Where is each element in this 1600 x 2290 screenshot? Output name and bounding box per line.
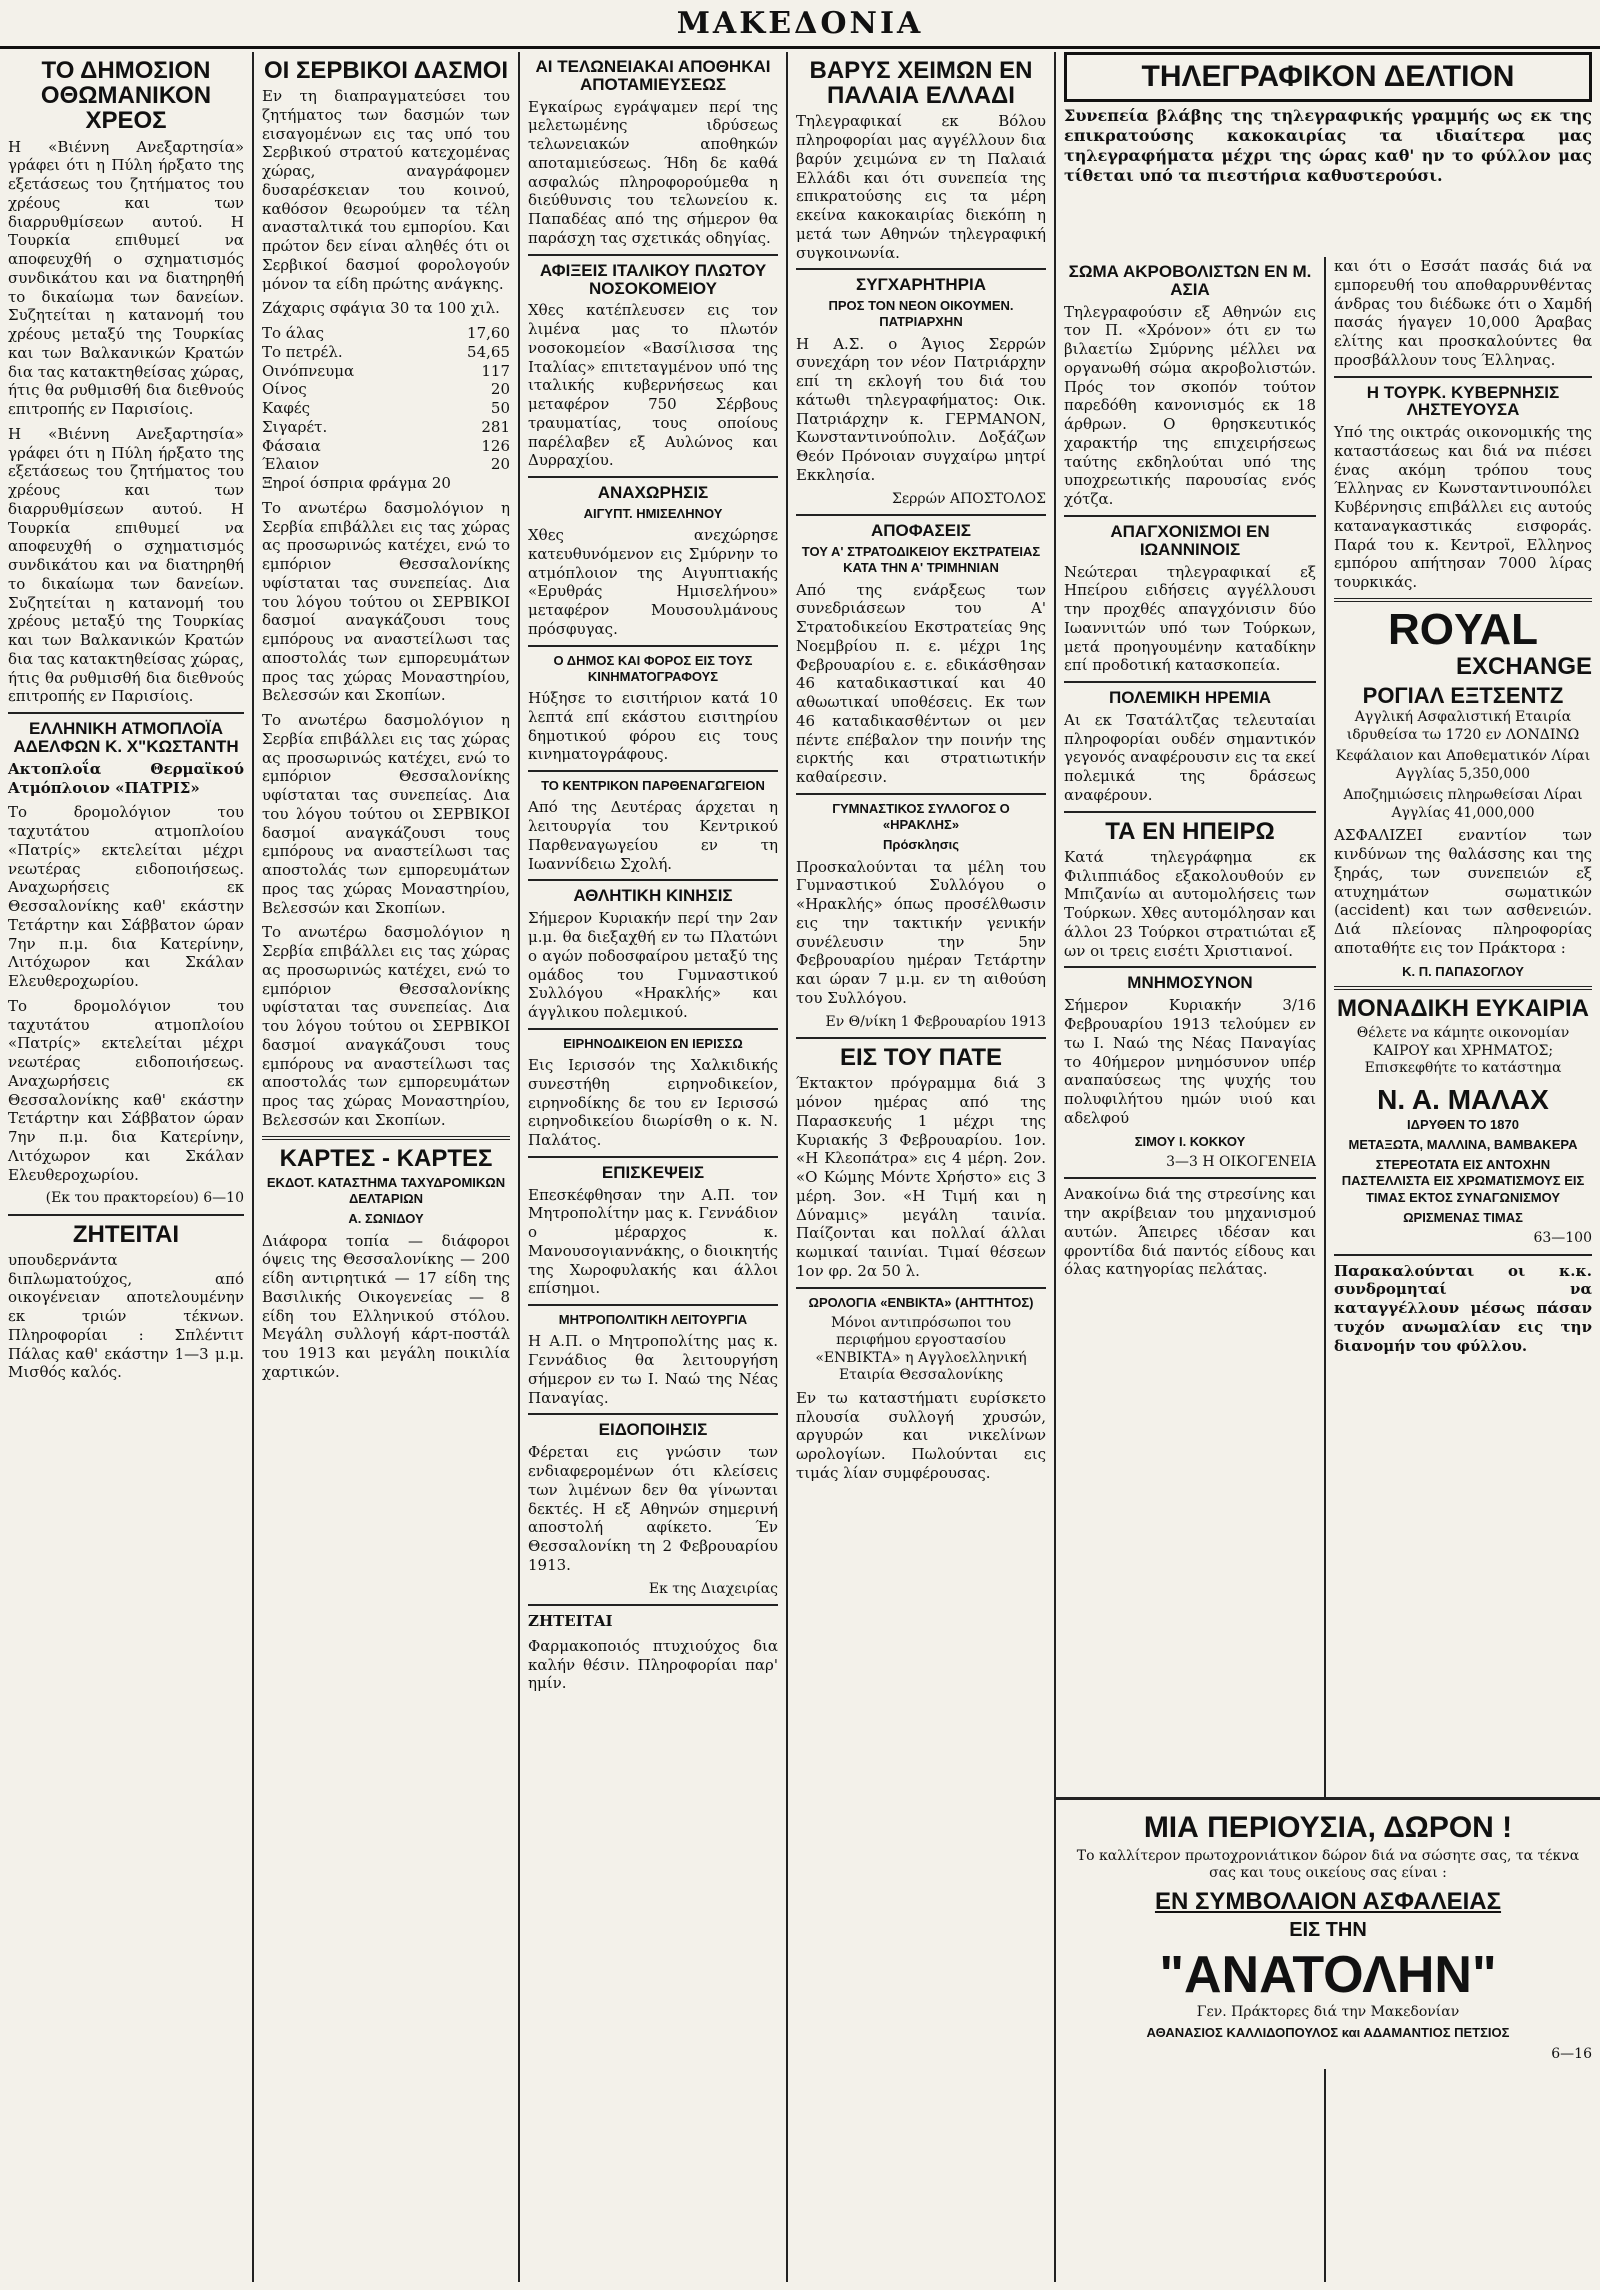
price-row: Έλαιον 20 [262, 455, 510, 474]
ad-royal-agent: Κ. Π. ΠΑΠΑΣΟΓΛΟΥ [1402, 963, 1524, 979]
article-title-girls-school: ΤΟ ΚΕΝΤΡΙΚΟΝ ΠΑΡΘΕΝΑΓΩΓΕΙΟΝ [541, 778, 765, 794]
ad-royal-sub: Αγγλική Ασφαλιστική Εταιρία ιδρυθείσα τω 1720 εν ΛΟΝΔΙΝΩ [1346, 709, 1580, 743]
article-title-visits: ΕΠΙΣΚΕΨΕΙΣ [601, 1162, 705, 1182]
article-title-memorial: ΜΝΗΜΟΣΥΝΟΝ [1127, 973, 1253, 993]
article-title-public-debt: ΤΟ ΔΗΜΟΣΙΟΝ ΟΘΩΜΑΝΙΚΟΝ ΧΡΕΟΣ [40, 57, 212, 135]
masthead [0, 0, 1600, 49]
article-signature-gym-club: Εν Θ/νίκη 1 Φεβρουαρίου 1913 [825, 1013, 1046, 1030]
ad-name-malach: Ν. Α. ΜΑΛΑΧ [1377, 1083, 1549, 1115]
article-text-hospital-ship: Χθες κατέπλευσεν εις τον λιμένα μας το πλωτόν νοσοκομείον «Βασίλισσα της Ιταλίας» επιτεταγμένον υπό της ιταλικής κυβερνήσεως και μεταφέρον 750 Σέρβους τραυματίας, τους οποίους παρέλαβεν εξ Αυλώνος και Δυρραχίου. [528, 301, 778, 470]
article-signature-steamship: (Εκ του πρακτορείου) 6—10 [45, 1190, 244, 1207]
ad-anatoli-policy: ΕΝ ΣΥΜΒΟΛΑΙΟΝ ΑΣΦΑΛΕΙΑΣ [1154, 1887, 1502, 1915]
divider [1334, 376, 1592, 378]
article-title-turkish-government: Η ΤΟΥΡΚ. ΚΥΒΕΡΝΗΣΙΣ ΛΗΣΤΕΥΟΥΣΑ [1366, 382, 1560, 420]
article-title-court: ΕΙΡΗΝΟΔΙΚΕΙΟΝ ΕΝ ΙΕΡΙΣΣΩ [563, 1035, 743, 1051]
article-text-memorial: Σήμερον Κυριακήν 3/16 Φεβρουαρίου 1913 τελούμεν εν τω Ι. Ναώ της Νέας Παναγίας το 40ήμερον μνημόσυνον υπέρ αναπαύσεως της ψυχής του πολυφιλήτου ημών υιού και αδελφού [1064, 996, 1316, 1127]
ad-anatoli-company: "ΑΝΑΤΟΛΗΝ" [1159, 1945, 1497, 2004]
divider [528, 770, 778, 772]
divider [528, 1028, 778, 1030]
article-text-essad: και ότι ο Εσσάτ πασάς διά να εμπορευθή του αποθαρρυνθέντας άνδρας του διέδωκε ότι ο Χαμδή πασάς ήγαγεν 10,000 Άραβας ελίτης και προσκαλούντες θα προσβάλλουν τους Έλληνας. [1334, 257, 1592, 369]
divider [796, 793, 1046, 795]
ad-year-malach: ΙΔΡΥΘΕΝ ΤΟ 1870 [1407, 1116, 1519, 1132]
price-row: Οινόπνευμα 117 [262, 361, 510, 380]
article-signature-notice: Εκ της Διαχειρίας [648, 1580, 778, 1597]
divider [1064, 681, 1316, 683]
ad-name-cards: Α. ΣΩΝΙΔΟΥ [348, 1211, 424, 1227]
ad-royal-brand: ROYAL [1388, 604, 1538, 654]
ad-anatoli-at: ΕΙΣ ΤΗΝ [1289, 1918, 1367, 1941]
price-row: Το άλας 17,60 [262, 324, 510, 343]
divider [796, 268, 1046, 270]
price-row: Καφές 50 [262, 399, 510, 418]
ad-royal-greek: ΡΟΓΙΑΛ ΕΞΤΣΕΝΤΖ [1362, 682, 1564, 708]
ad-anatoli-signature: 6—16 [1551, 2045, 1592, 2062]
article-text-public-debt: Η «Βιέννη Ανεξαρτησία» γράφει ότι η Πύλη ήρξατο της εξετάσεως του ζητήματος του χρέους και των διαρρυθμίσεων αυτού. Η Τουρκία επιθυμεί να αποφευχθή ο σχηματισμός συνδικάτου και να διατηρηθή το δικαίωμα των δανείων. Συζητείται η κατανομή του χρέους μεταξύ της Τουρκίας και των Βαλκανικών Κρατών δια τας κατακτηθείσας χώρας, ήτις θα ρυθμισθή δια διεθνούς επιτροπής εν Παρισίοις. [8, 424, 244, 706]
article-title-pathe: ΕΙΣ ΤΟΥ ΠΑΤΕ [840, 1044, 1002, 1072]
ad-subtitle-watches: Μόνοι αντιπρόσωποι του περιφήμου εργοστασίου «ΕΝΒΙΚΤΑ» η Αγγλοελληνική Εταιρία Θεσσαλονίκης [815, 1314, 1027, 1384]
article-title-congratulations: ΣΥΓΧΑΡΗΤΗΡΙΑ [856, 275, 986, 295]
telegraph-bulletin-text: Συνεπεία βλάβης της τηλεγραφικής γραμμής ως εκ της επικρατούσης κακοκαιρίας τα ιδιαίτερα μας τηλεγραφήματα μέχρι της ώρας καθ' ην το φύλλον μας τίθεται υπό τα πιεστήρια καθυστερούσι. [1064, 105, 1592, 185]
article-title-court-decisions: ΑΠΟΦΑΣΕΙΣ [870, 521, 972, 541]
prices-intro: Ζάχαρις σφάγια 30 τα 100 χιλ. [262, 299, 500, 318]
divider [1334, 1254, 1592, 1256]
column-4 [788, 52, 1056, 2282]
ad-title-pharmacist: ΖΗΤΕΙΤΑΙ [528, 1612, 613, 1630]
article-title-steamship: ΕΛΛΗΝΙΚΗ ΑΤΜΟΠΛΟΪΑ ΑΔΕΛΦΩΝ Κ. Χ"ΚΩΣΤΑΝΤΗ [13, 719, 239, 756]
article-name-memorial: ΣΙΜΟΥ Ι. ΚΟΚΚΟΥ [1134, 1133, 1246, 1149]
ad-prices-malach: ΩΡΙΣΜΕΝΑΣ ΤΙΜΑΣ [1403, 1209, 1523, 1225]
article-text-steamship: Το δρομολόγιον του ταχυτάτου ατμοπλοίου «Πατρίς» εκτελείται μέχρι νεωτέρας ειδοποιήσεως. Αναχωρήσεις εκ Θεσσαλονίκης καθ' εκάστην Τετάρτην και Σάββατον ώραν 7ην π.μ. δια Κατερίνην, Λιτόχωρον και Σκάλαν Ελευθεροχωρίου. [8, 803, 244, 990]
article-text-congratulations: Η Α.Σ. ο Άγιος Σερρών συνεχάρη τον νέον Πατριάρχην επί τη εκλογή του διά του κάτωθι τηλεγραφήματος: Οικ. Πατριάρχην κ. ΓΕΡΜΑΝΟΝ, Κωνσταντινούπολιν. Δοξάζων Θεόν Πρόνοιαν συγχαίρω μητρί Εκκλησία. [796, 334, 1046, 484]
divider [1064, 515, 1316, 517]
column-2 [254, 52, 520, 2282]
divider [528, 1413, 778, 1415]
telegraph-bulletin [1056, 52, 1600, 192]
article-title-serbian-duties: ΟΙ ΣΕΡΒΙΚΟΙ ΔΑΣΜΟΙ [263, 57, 509, 84]
article-title-hospital-ship: ΑΦΙΞΕΙΣ ΙΤΑΛΙΚΟΥ ΠΛΩΤΟΥ ΝΟΣΟΚΟΜΕΙΟΥ [539, 260, 767, 298]
article-text-athletics: Σήμερον Κυριακήν περί την 2αν μ.μ. θα διεξαχθή εν τω Πλατώνι ο αγών ποδοσφαίρου μεταξύ της ομάδος του Γυμναστικού Συλλόγου «Ηρακλής» και άγγλικου πολεμικού. [528, 909, 778, 1022]
ad-title-cards: ΚΑΡΤΕΣ - ΚΑΡΤΕΣ [279, 1144, 493, 1172]
price-list [262, 324, 510, 474]
ad-text-opportunity: Θέλετε να κάμητε οικονομίαν ΚΑΙΡΟΥ και ΧΡΗΜΑΤΟΣ; Επισκεφθήτε το κατάστημα [1356, 1025, 1570, 1077]
divider [1334, 986, 1592, 990]
article-subtitle-court-decisions: ΤΟΥ Α' ΣΤΡΑΤΟΔΙΚΕΙΟΥ ΕΚΣΤΡΑΤΕΙΑΣ ΚΑΤΑ ΤΗΝ Α' ΤΡΙΜΗΝΙΑΝ [801, 544, 1041, 576]
divider [528, 476, 778, 478]
ad-anatoli-title: ΜΙΑ ΠΕΡΙΟΥΣΙΑ, ΔΩΡΟΝ ! [1143, 1811, 1513, 1844]
notice-subscribers: Παρακαλούνται οι κ.κ. συνδρομηταί να καταγγέλλουν μέσως πάσαν τυχόν ανωμαλίαν εις την διανομήν του φύλλου. [1334, 1261, 1592, 1355]
column-1 [0, 52, 254, 2282]
divider [1334, 598, 1592, 602]
article-text-serbian-duties: Εν τη διαπραγματεύσει του ζητήματος των δασμών των εισαγομένων εις τας υπό του Σερβικού στρατού κατεχομένας χώρας, αναγράφομεν δυσαρέσκειαν του κοινού, καθόσον θεωρούμεν τα τέλη ανασταλτικά του εμπορίου. Και πρώτον δεν είναι αληθές ότι οι Σερβικοί δασμοί φορολογούν μόνον τα είδη πρώτης ανάγκης. [262, 87, 510, 293]
article-text-serbian-duties-more: Το ανωτέρω δασμολόγιον η Σερβία επιβάλλει εις τας χώρας ας προσωρινώς κατέχει, ενώ το εμπόριον Θεσσαλονίκης υφίσταται τας συνεπείας. Δια του λόγου τούτου οι ΣΕΡΒΙΚΟΙ δασμοί αναγκάζουσι τους εμπόρους να αναστείλωσι τας αποστολάς των εμπορευμάτων προς τας χώρας Μοναστηρίου, Βελεσσών και Σκοπίων. [262, 711, 510, 917]
divider [262, 1136, 510, 1140]
divider [528, 1604, 778, 1606]
article-text-pathe: Έκτακτον πρόγραμμα διά 3 μόνον ημέρας από της Παρασκευής 1 μέχρι της Κυριακής 3 Φεβρουαρίου. 1ον. «Η Κλεοπάτρα» εις 4 μέρη. 2ον. «Ο Κώμης Μόντε Χρήστο» εις 3 μέρη. 3ον. «Η Τιμή και η Δύναμις» μεγάλη ταινία. Παίζονται και πολλαί άλλαι κωμικαί ταινίαι. Τιμαί θέσεων 1ον φρ. 2α 50 λ. [796, 1074, 1046, 1280]
price-row: Οίνος 20 [262, 380, 510, 399]
article-title-athletics: ΑΘΛΗΤΙΚΗ ΚΙΝΗΣΙΣ [573, 886, 733, 906]
article-text-liturgy: Η Α.Π. ο Μητροπολίτης μας κ. Γεννάδιος θα λειτουργήση σήμερον εν τω Ι. Ναώ της Νέας Παναγίας. [528, 1332, 778, 1407]
ad-anatoli-agents2: ΑΘΑΝΑΣΙΟΣ ΚΑΛΛΙΔΟΠΟΥΛΟΣ και ΑΔΑΜΑΝΤΙΟΣ ΠΕΤΣΙΟΣ [1146, 2025, 1510, 2041]
article-subtitle-gym-club: Πρόσκλησις [883, 837, 959, 853]
price-row: Φάσαια 126 [262, 436, 510, 455]
ad-title-wanted: ΖΗΤΕΙΤΑΙ [72, 1220, 180, 1248]
article-text-epirus: Κατά τηλεγράφημα εκ Φιλιππιάδος εξακολουθούν εν Μπιζανίω αι αυτομολήσεις των Τούρκων. Χθες αυτομόλησαν και άλλοι 23 Τούρκοι στρατιώται εξ ων οι τρεις εισέτι Χριστιανοί. [1064, 847, 1316, 960]
article-text-turkish-government: Υπό της οικτράς οικονομικής της καταστάσεως και διά να πιέσει ένας ακόμη τρόπου τους Έλληνας εν Κωνσταντινουπόλει Κυβέρνησις επιβάλλει εις αυτούς καταναγκαστικάς εισφοράς. Παρά του κ. Κεντροϊ, Ελληνος εμπόρου απήτησαν 7000 λίρας τουρκικάς. [1334, 423, 1592, 592]
article-signature-congratulations: Σερρών ΑΠΟΣΤΟΛΟΣ [892, 490, 1046, 507]
column-3 [520, 52, 788, 2282]
divider [1064, 811, 1316, 813]
article-title-winter: ΒΑΡΥΣ ΧΕΙΜΩΝ ΕΝ ΠΑΛΑΙΑ ΕΛΛΑΔΙ [809, 57, 1033, 110]
article-text-public-debt: Η «Βιέννη Ανεξαρτησία» γράφει ότι η Πύλη ήρξατο της εξετάσεως του ζητήματος του χρέους και των διαρρυθμίσεων αυτού. Η Τουρκία επιθυμεί να αποφευχθή ο σχηματισμός συνδικάτου και να διατηρηθή το δικαίωμα των δανείων. Συζητείται η κατανομή του χρέους μεταξύ της Τουρκίας και των Βαλκανικών Κρατών δια τας κατακτηθείσας χώρας, ήτις θα ρυθμισθή δια διεθνούς επιτροπής εν Παρισίοις. [8, 137, 244, 419]
article-text-customs: Εγκαίρως εγράψαμεν περί της μελετωμένης ιδρύσεως τελωνειακών αποθηκών αποταμιεύσεως. Ήδη δε καθά ασφαλώς πληροφορούμεθα η διεύθυνσις του τελωνείου κ. Παπαδέας από της σήμερον θα παράσχη τας σχετικάς οδηγίας. [528, 97, 778, 247]
article-title-war-calm: ΠΟΛΕΜΙΚΗ ΗΡΕΜΙΑ [1109, 688, 1271, 708]
price-row: Σιγαρέτ. 281 [262, 417, 510, 436]
article-text-notice: Φέρεται εις γνώσιν των ενδιαφερομένων ότι κλείσεις των λιμένων δεν θα γίνωνται δεκτές. Η εξ Αθηνών σημερινή αποστολή αφίκετο. Έν Θεσσαλονίκη τη 2 Φεβρουαρίου 1913. [528, 1443, 778, 1574]
ad-text-watches: Εν τω καταστήματι ευρίσκετο πλουσία συλλογή χρυσών, αργυρών και νικελίνων ωρολογίων. Πωλούνται εις τιμάς λίαν συμφέρουσας. [796, 1388, 1046, 1482]
article-text-winter: Τηλεγραφικαί εκ Βόλου πληροφορίαι μας αγγέλλουν δια βαρύν χειμώνα εν τη Παλαιά Ελλάδι και ότι συνεπεία της επικρατούσης εις τα μέρη εκείνα κακοκαιρίας διεκόπη η μετά των Αθηνών τηλεγραφική συγκοινωνία. [796, 112, 1046, 262]
article-subtitle-departure: ΑΙΓΥΠΤ. ΗΜΙΣΕΛΗΝΟΥ [583, 505, 723, 521]
ad-signature-malach: 63—100 [1533, 1230, 1592, 1247]
divider [528, 645, 778, 647]
article-text-gym-club: Προσκαλούνται τα μέλη του Γυμναστικού Συλλόγου ο «Ηρακλής» όπως προσέλθωσιν εις την τακτικήν γενικήν συνέλευσιν την 5ην Φεβρουαρίου ημέραν Τετάρτην και ώραν 7 μ.μ. εν τη αιθούση του Συλλόγου. [796, 857, 1046, 1007]
article-title-cinema-tax: Ο ΔΗΜΟΣ ΚΑΙ ΦΟΡΟΣ ΕΙΣ ΤΟΥΣ ΚΙΝΗΜΑΤΟΓΡΑΦΟΥΣ [553, 652, 753, 684]
article-title-notice: ΕΙΔΟΠΟΙΗΣΙΣ [598, 1420, 708, 1440]
divider [1064, 966, 1316, 968]
article-text-war-calm: Αι εκ Τσατάλτζας τελευταίαι πληροφορίαι ουδέν σημαντικόν γεγονός αναφέρουσιν εις τα εκεί πολεμικά της δράσεως αναφέρουν. [1064, 710, 1316, 804]
ad-anatoli-agents: Γεν. Πράκτορες διά την Μακεδονίαν [1196, 2003, 1460, 2020]
article-subtitle-congratulations: ΠΡΟΣ ΤΟΝ ΝΕΟΝ ΟΙΚΟΥΜΕΝ. ΠΑΤΡΙΑΡΧΗΝ [828, 298, 1014, 330]
article-text-court: Εις Ιερισσόν της Χαλκιδικής συνεστήθη ειρηνοδικείον, ειρηνοδίκης δε του εν Ιερισσώ ειρηνοδικείου διωρίσθη ο κ. Ν. Παλάτος. [528, 1056, 778, 1150]
article-text-serbian-duties-more: Το ανωτέρω δασμολόγιον η Σερβία επιβάλλει εις τας χώρας ας προσωρινώς κατέχει, ενώ το εμπόριον Θεσσαλονίκης υφίσταται τας συνεπείας. Δια του λόγου τούτου οι ΣΕΡΒΙΚΟΙ δασμοί αναγκάζουσι τους εμπόρους να αναστείλωσι τας αποστολάς των εμπορευμάτων προς τας χώρας Μοναστηρίου, Βελεσσών και Σκοπίων. [262, 498, 510, 705]
article-title-liturgy: ΜΗΤΡΟΠΟΛΙΤΙΚΗ ΛΕΙΤΟΥΡΓΙΑ [558, 1312, 748, 1328]
article-text-girls-school: Από της Δευτέρας άρχεται η λειτουργία του Κεντρικού Παρθεναγωγείου εν τη Ιωαννίδειω Σχολή. [528, 798, 778, 873]
ad-text-pharmacist: Φαρμακοποιός πτυχιούχος δια καλήν θέσιν. Πληροφορίαι παρ' ημίν. [528, 1636, 778, 1693]
ad-subtitle-cards: ΕΚΔΟΤ. ΚΑΤΑΣΤΗΜΑ ΤΑΧΥΔΡΟΜΙΚΩΝ ΔΕΛΤΑΡΙΩΝ [266, 1174, 506, 1207]
divider [528, 879, 778, 881]
divider [1064, 1177, 1316, 1179]
ad-royal-text: ΑΣΦΑΛΙΖΕΙ εναντίον των κινδύνων της θαλάσσης και της ξηράς, των συνεπειών εξ ατυχημάτων σωματικών (accident) και των ασθενειών. Διά πλείονας πληροφορίας αποταθήτε εις τον Πράκτορα : [1334, 826, 1592, 957]
divider [528, 254, 778, 256]
price-row: Το πετρέλ. 54,65 [262, 342, 510, 361]
article-text-departure: Χθες ανεχώρησε κατευθυνόμενον εις Σμύρνην το ατμόπλοιον της Αιγυπτιακής «Ερυθράς Ημισελήνου» μεταφέρον Μουσουλμάνους πρόσφυγας. [528, 526, 778, 638]
article-title-customs: ΑΙ ΤΕΛΩΝΕΙΑΚΑΙ ΑΠΟΘΗΚΑΙ ΑΠΟΤΑΜΙΕΥΣΕΩΣ [535, 57, 771, 94]
ad-royal-reserve: Αποζημιώσεις πληρωθείσαι Λίραι Αγγλίας 41,000,000 [1343, 787, 1583, 821]
divider [528, 1304, 778, 1306]
prices-outro: Ξηροί όσπρια φράγμα 20 [262, 474, 451, 493]
article-title-gym-club: ΓΥΜΝΑΣΤΙΚΟΣ ΣΥΛΛΟΓΟΣ Ο «ΗΡΑΚΛΗΣ» [832, 800, 1010, 833]
newspaper-title: ΜΑΚΕΔΟΝΙΑ [676, 6, 924, 41]
ad-anatoli [1056, 1797, 1600, 2069]
article-title-epirus: ΤΑ ΕΝ ΗΠΕΙΡΩ [1105, 817, 1275, 845]
divider [796, 1037, 1046, 1039]
article-text-hangings: Νεώτεραι τηλεγραφικαί εξ Ηπείρου ειδήσεις αγγέλλουσι την προχθές απαγχόνισιν δύο Ιωαννιτών υπό των Τούρκων, μετά προηγουμένην καταδίκην επί προδοτική κατασκοπεία. [1064, 562, 1316, 675]
article-text-sharpshooters: Τηλεγραφούσιν εξ Αθηνών εις τον Π. «Χρόνον» ότι εν τω βιλαετίω Σμύρνης μέλλει να οργανωθή σώμα ακροβολιστών. Πρός τον σκοπόν τούτον παρεδόθη κανονισμός εκ 18 άρθρων. Ο θρησκευτικός χαρακτήρ της επιχειρήσεως ταύτης εκδηλούται υπό της υποχρεωτικής παρουσίας ενός χότζα. [1064, 302, 1316, 509]
article-text-cinema-tax: Ηύξησε το εισιτήριον κατά 10 λεπτά επί εκάστου εισιτηρίου δημοτικού φόρου εις τους κινηματογράφους. [528, 689, 778, 764]
article-subtitle-steamship: Ακτοπλοΐα Θερμαϊκού Ατμόπλοιον «ΠΑΤΡΙΣ» [8, 759, 244, 797]
ad-title-watches: ΩΡΟΛΟΓΙΑ «ΕΝΒΙΚΤΑ» (ΑΗΤΤΗΤΟΣ) [808, 1294, 1034, 1310]
article-text-serbian-duties-more: Το ανωτέρω δασμολόγιον η Σερβία επιβάλλει εις τας χώρας ας προσωρινώς κατέχει, ενώ το εμπόριον Θεσσαλονίκης υφίσταται τας συνεπείας. Δια του λόγου τούτου οι ΣΕΡΒΙΚΟΙ δασμοί αναγκάζουσι τους εμπόρους να αναστείλωσι τας αποστολάς των εμπορευμάτων προς τας χώρας Μοναστηρίου, Βελεσσών και Σκοπίων. [262, 923, 510, 1129]
article-text-watch-notice: Ανακοίνω διά της στρεσίνης και την ακρίβειαν του μηχανισμού αυτών. Άπειρες ιδέσαν και φροντίδα διά παντός είδους και όλας κατηγορίας πελάτας. [1064, 1185, 1316, 1279]
article-text-court-decisions: Από της ενάρξεως των συνεδριάσεων του Α' Στρατοδικείου Εκστρατείας 9ης Νοεμβρίου π. ε. μέχρι 1ης Φεβρουαρίου ε. ε. εδικάσθησαν 46 καταδικαστικαί και 40 αθωωτικαί υποθέσεις. Εκ των 46 καταδικασθέντων οι μεν πέντε επέβαλον την ποινήν της ειρκτής και στρατιωτικήν καθαίρεσιν. [796, 580, 1046, 787]
ad-text-wanted: υπουδερνάντα διπλωματούχος, από οικογένειαν αποτελουμένην εκ τριών τέκνων. Πληροφορίαι : Σπλέντιτ Πάλας καθ' εκάστην 1—3 μ.μ. Μισθός καλός. [8, 1250, 244, 1382]
article-title-sharpshooters: ΣΩΜΑ ΑΚΡΟΒΟΛΙΣΤΩΝ ΕΝ Μ. ΑΣΙΑ [1068, 262, 1312, 299]
divider [796, 1287, 1046, 1289]
article-signature-memorial: 3—3 Η ΟΙΚΟΓΕΝΕΙΑ [1166, 1153, 1316, 1170]
ad-more-malach: ΣΤΕΡΕΟΤΑΤΑ ΕΙΣ ΑΝΤΟΧΗΝ ΠΑΣΤΕΛΛΙΣΤΑ ΕΙΣ ΧΡΩΜΑΤΙΣΜΟΥΣ ΕΙΣ ΤΙΜΑΣ ΕΚΤΟΣ ΣΥΝΑΓΩΝΙΣΜΟΥ [1341, 1157, 1585, 1205]
ad-goods-malach: ΜΕΤΑΞΩΤΑ, ΜΑΛΛΙΝΑ, ΒΑΜΒΑΚΕΡΑ [1348, 1136, 1578, 1152]
article-text-visits: Επεσκέφθησαν την Α.Π. τον Μητροπολίτην μας κ. Γεννάδιον ο μέραρχος κ. Μανουσογιαννάκης, ο διοικητής της Χωροφυλακής και άλλοι επίσημοι. [528, 1185, 778, 1298]
ad-royal-brand2: EXCHANGE [1455, 652, 1592, 680]
divider [8, 1214, 244, 1216]
telegraph-bulletin-title: ΤΗΛΕΓΡΑΦΙΚΟΝ ΔΕΛΤΙΟΝ [1064, 52, 1592, 102]
article-title-hangings: ΑΠΑΓΧΟΝΙΣΜΟΙ ΕΝ ΙΩΑΝΝΙΝΟΙΣ [1110, 521, 1270, 559]
divider [8, 712, 244, 714]
ad-anatoli-text: Το καλλίτερον πρωτοχρονιάτικον δώρον διά να σώσητε σας, τα τέκνα σας και τους οικείους σας είναι : [1076, 1847, 1580, 1881]
ad-text-cards: Διάφορα τοπία — διάφοροι όψεις της Θεσσαλονίκης — 200 είδη αντιρητικά — 17 είδη της Βασιλικής Οικογενείας — 8 είδη του Ελληνικού στόλου. Μεγάλη συλλογή κάρτ-ποστάλ του 1913 και μεγάλη ποικιλία χαρτικών. [262, 1231, 510, 1381]
article-text-steamship: Το δρομολόγιον του ταχυτάτου ατμοπλοίου «Πατρίς» εκτελείται μέχρι νεωτέρας ειδοποιήσεως. Αναχωρήσεις εκ Θεσσαλονίκης καθ' εκάστην Τετάρτην και Σάββατον ώραν 7ην π.μ. δια Κατερίνην, Λιτόχωρον και Σκάλαν Ελευθεροχωρίου. [8, 996, 244, 1184]
ad-royal-capital: Κεφάλαιον και Αποθεματικόν Λίραι Αγγλίας 5,350,000 [1335, 748, 1591, 782]
article-title-departure: ΑΝΑΧΩΡΗΣΙΣ [597, 483, 709, 503]
ad-title-opportunity: ΜΟΝΑΔΙΚΗ ΕΥΚΑΙΡΙΑ [1337, 994, 1589, 1022]
divider [796, 514, 1046, 516]
column-5 [1056, 52, 1600, 2282]
divider [528, 1156, 778, 1158]
